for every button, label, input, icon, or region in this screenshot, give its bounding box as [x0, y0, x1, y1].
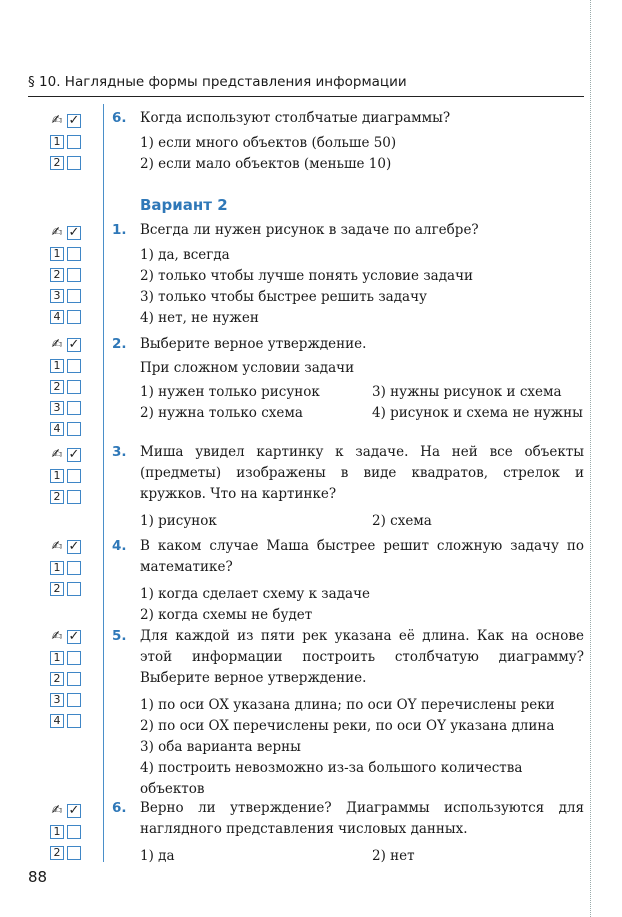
answer-label: 2: [50, 156, 64, 170]
page-number: 88: [28, 868, 48, 886]
answer-checkbox[interactable]: [67, 825, 81, 839]
answer-label: 1: [50, 247, 64, 261]
answer-boxes-v2q1: [50, 222, 81, 327]
answer-checkbox[interactable]: [67, 693, 81, 707]
answer-option: 4) построить невозможно из-за большого количества объектов: [140, 760, 523, 797]
answer-label: 2: [50, 846, 64, 860]
answer-option: 1) когда сделает схему к задаче: [140, 586, 370, 602]
answer-option: 1) нужен только рисунок: [140, 384, 320, 400]
answer-checkbox[interactable]: [67, 135, 81, 149]
answer-checkbox[interactable]: [67, 359, 81, 373]
pen-icon: ✍: [51, 447, 63, 462]
answer-option: 2) если мало объектов (меньше 10): [140, 156, 392, 172]
answer-checkbox[interactable]: [67, 672, 81, 686]
question-block: [112, 108, 584, 175]
pen-icon: ✍: [51, 539, 63, 554]
answer-option: 2) схема: [372, 513, 432, 529]
check-icon: ✓: [68, 447, 80, 462]
question-subtext: При сложном условии задачи: [140, 360, 355, 376]
answer-label: 1: [50, 825, 64, 839]
margin-rule: [103, 104, 104, 862]
question-block: [112, 798, 584, 867]
check-icon: ✓: [68, 337, 80, 352]
check-icon: ✓: [68, 225, 80, 240]
question-text: Миша увидел картинку к задаче. На ней все объекты (предметы) изображены в виде квадратов, стрелок и кружков. Что на картинке?: [140, 444, 584, 502]
answer-label: 1: [50, 135, 64, 149]
answer-option: 1) по оси OX указана длина; по оси OY перечислены реки: [140, 697, 555, 713]
answer-boxes-v2q2: [50, 334, 81, 439]
check-icon: ✓: [68, 539, 80, 554]
question-text: Верно ли утверждение? Диаграммы используются для наглядного представления числовых данных.: [140, 800, 584, 837]
answer-boxes-v2q4: [50, 536, 81, 599]
answer-option: 2) нет: [372, 848, 415, 864]
page-edge-dotted-line: [590, 0, 591, 917]
answer-option: 2) только чтобы лучше понять условие задачи: [140, 268, 474, 284]
answer-label: 3: [50, 289, 64, 303]
question-number: 1.: [112, 222, 127, 238]
answer-option: 1) рисунок: [140, 513, 217, 529]
answer-option: 4) рисунок и схема не нужны: [372, 405, 583, 421]
answer-label: 4: [50, 422, 64, 436]
answer-label: 3: [50, 401, 64, 415]
answer-checkbox[interactable]: [67, 310, 81, 324]
check-icon: ✓: [68, 113, 80, 128]
question-block: [112, 442, 584, 532]
answer-option: 3) только чтобы быстрее решить задачу: [140, 289, 427, 305]
answer-checkbox[interactable]: [67, 582, 81, 596]
question-number: 2.: [112, 336, 127, 352]
answer-label: 2: [50, 582, 64, 596]
answer-checkbox[interactable]: [67, 247, 81, 261]
answer-checkbox[interactable]: [67, 561, 81, 575]
answer-option: 2) нужна только схема: [140, 405, 303, 421]
answer-checkbox[interactable]: [67, 846, 81, 860]
question-number: 5.: [112, 628, 127, 644]
question-block: [112, 220, 584, 329]
answer-label: 4: [50, 310, 64, 324]
answer-option: 1) если много объектов (больше 50): [140, 135, 397, 151]
answer-label: 1: [50, 561, 64, 575]
question-number: 3.: [112, 444, 127, 460]
answer-boxes-v2q6: [50, 800, 81, 863]
pen-icon: ✍: [51, 337, 63, 352]
question-number: 6.: [112, 110, 127, 126]
question-text: Для каждой из пяти рек указана её длина. Как на основе этой информации построить столбчатую диаграмму? Выберите верное утверждение.: [140, 628, 584, 686]
pen-icon: ✍: [51, 113, 63, 128]
answer-checkbox[interactable]: [67, 651, 81, 665]
answer-checkbox[interactable]: [67, 156, 81, 170]
question-block: [112, 334, 584, 424]
check-icon: ✓: [68, 803, 80, 818]
answer-checkbox[interactable]: [67, 268, 81, 282]
answer-option: 3) оба варианта верны: [140, 739, 301, 755]
answer-option: 2) когда схемы не будет: [140, 607, 313, 623]
answer-checkbox[interactable]: [67, 289, 81, 303]
answer-option: 2) по оси OX перечислены реки, по оси OY указана длина: [140, 718, 555, 734]
answer-checkbox[interactable]: [67, 401, 81, 415]
question-number: 4.: [112, 538, 127, 554]
answer-checkbox[interactable]: [67, 380, 81, 394]
answer-checkbox[interactable]: [67, 490, 81, 504]
answer-label: 2: [50, 268, 64, 282]
question-number: 6.: [112, 800, 127, 816]
question-text: В каком случае Маша быстрее решит сложную задачу по математике?: [140, 538, 584, 575]
pen-icon: ✍: [51, 225, 63, 240]
answer-boxes-v2q3: [50, 444, 81, 507]
answer-label: 2: [50, 672, 64, 686]
question-text: Всегда ли нужен рисунок в задаче по алгебре?: [140, 222, 479, 238]
answer-checkbox[interactable]: [67, 422, 81, 436]
answer-checkbox[interactable]: [67, 714, 81, 728]
answer-checkbox[interactable]: [67, 469, 81, 483]
question-block: [112, 536, 584, 626]
answer-label: 1: [50, 651, 64, 665]
pen-icon: ✍: [51, 803, 63, 818]
question-block: [112, 626, 584, 800]
answer-option: 4) нет, не нужен: [140, 310, 259, 326]
answer-option: 1) да: [140, 848, 175, 864]
answer-label: 2: [50, 380, 64, 394]
check-icon: ✓: [68, 629, 80, 644]
answer-label: 3: [50, 693, 64, 707]
question-text: Выберите верное утверждение.: [140, 336, 367, 352]
answer-label: 1: [50, 359, 64, 373]
page-header: § 10. Наглядные формы представления информации: [28, 74, 584, 97]
answer-option: 1) да, всегда: [140, 247, 230, 263]
pen-icon: ✍: [51, 629, 63, 644]
answer-label: 2: [50, 490, 64, 504]
answer-label: 1: [50, 469, 64, 483]
question-text: Когда используют столбчатые диаграммы?: [140, 110, 451, 126]
answer-label: 4: [50, 714, 64, 728]
answer-option: 3) нужны рисунок и схема: [372, 384, 562, 400]
answer-boxes-v2q5: [50, 626, 81, 731]
variant-title: Вариант 2: [140, 196, 228, 214]
answer-boxes-q6a: [50, 110, 81, 173]
